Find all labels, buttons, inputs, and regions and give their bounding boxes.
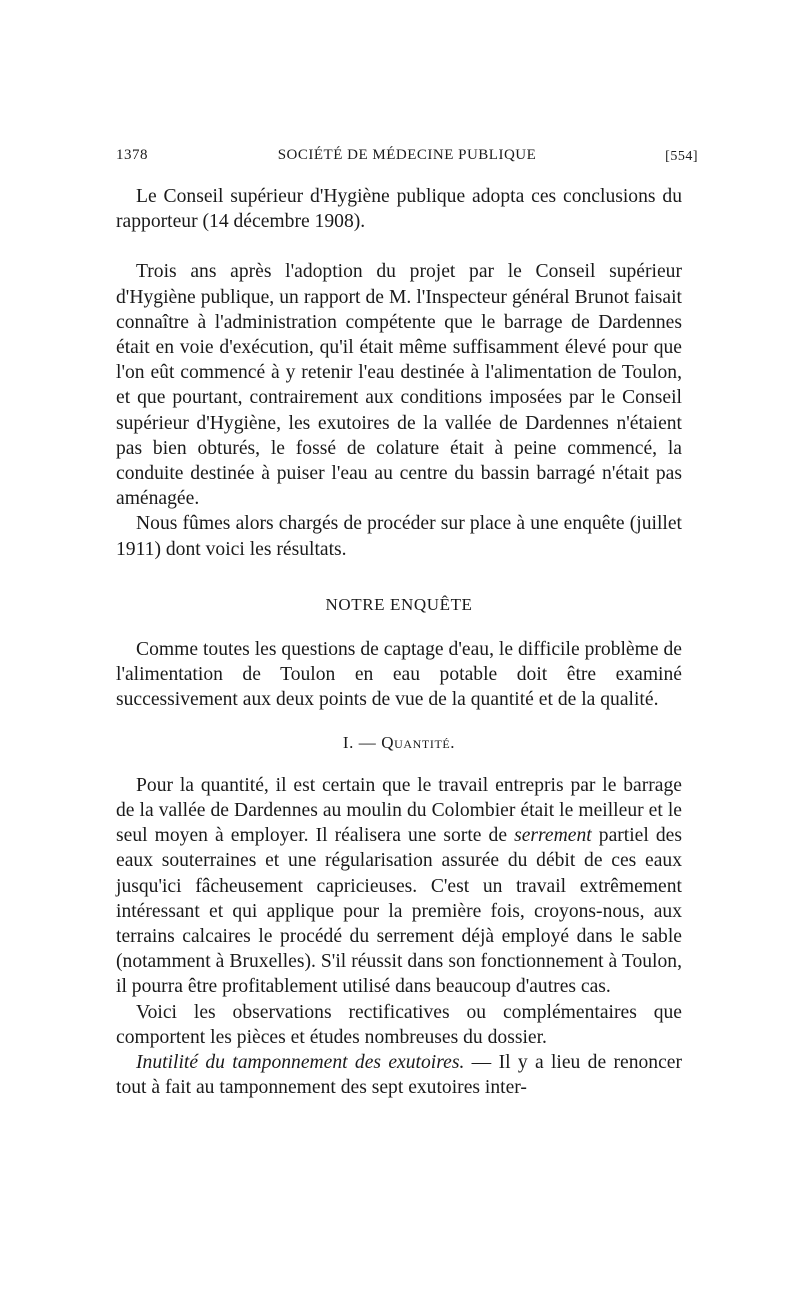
paragraph: Voici les observations rectificatives ou complémentaires que comportent les pièces et études nombreuses du dossier. [116, 1001, 682, 1048]
paragraph: Nous fûmes alors chargés de procéder sur place à une enquête (juillet 1911) dont voici les résultats. [116, 513, 682, 560]
italic-subheading: Inutilité du tamponnement des exutoires. [136, 1052, 465, 1074]
paragraph-text: Pour la quantité, il est certain que le travail entrepris par le barrage de la vallée de Dardennes au moulin du Colombier était le meilleur et le seul moyen à employer. Il réalisera une sorte de [116, 774, 682, 847]
subsection-heading: I. — Quantité. [342, 732, 456, 752]
page-number: 1378 [116, 147, 148, 163]
body-text [116, 184, 682, 1101]
original-page-number: [554] [665, 149, 698, 164]
paragraph-text: — Il y a lieu de renoncer tout à fait au tamponnement des sept exutoires inter- [116, 1052, 683, 1099]
paragraph-text: partiel des eaux souterraines et une régularisation assurée du débit de ces eaux jusqu'ici fâcheusement capricieuses. C'est un travail extrêmement intéressant et qui applique pour la première fois, croyons-nous, aux terrains calcaires le procédé du serrement déjà employé dans le sable (notamment à Bruxelles). S'il réussit dans son fonctionnement à Toulon, il pourra être profitablement utilisé dans beaucoup d'autres cas. [116, 825, 682, 998]
paragraph [116, 1050, 682, 1100]
italic-term: serrement [514, 825, 592, 847]
paragraph: Trois ans après l'adoption du projet par le Conseil supérieur d'Hygiène publique, un rapport de M. l'Inspecteur général Brunot faisait connaître à l'administration compétente que le barrage de Dardennes était en voie d'exécution, qu'il était même suffisamment élevé pour que l'on eût commencé à y retenir l'eau destinée à l'alimentation de Toulon, et que pourtant, contrairement aux conditions imposées par le Conseil supérieur d'Hygiène, les exutoires de la vallée de Dardennes n'étaient pas bien obturés, le fossé de colature était à peine commencé, la conduite destinée à puiser l'eau au centre du bassin barragé n'était pas aménagée. [116, 261, 682, 510]
paragraph [116, 773, 682, 1000]
paragraph: Comme toutes les questions de captage d'eau, le difficile problème de l'alimentation de Toulon en eau potable doit être examiné successivement aux deux points de vue de la quantité et de la qualité. [116, 639, 682, 711]
running-title: SOCIÉTÉ DE MÉDECINE PUBLIQUE [277, 147, 537, 163]
section-heading: NOTRE ENQUÊTE [325, 594, 473, 614]
running-header [116, 147, 698, 169]
paragraph: Le Conseil supérieur d'Hygiène publique adopta ces conclusions du rapporteur (14 décembre 1908). [116, 186, 682, 233]
